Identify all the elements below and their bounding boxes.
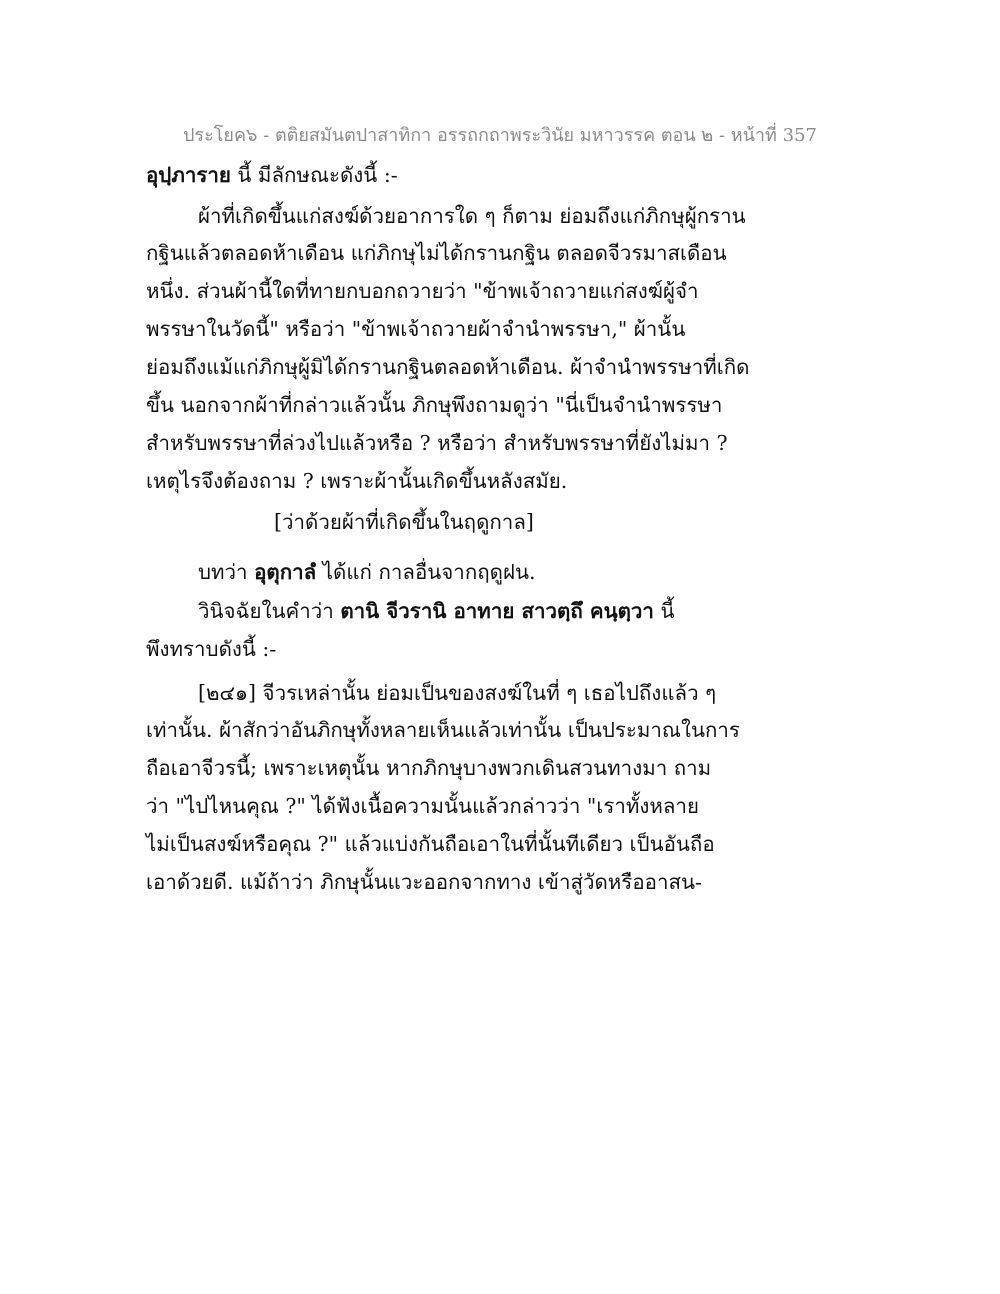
- text-line-5: พรรษาในวัดนี้" หรือว่า "ข้าพเจ้าถวายผ้าจำนำพรรษา," ผ้านั้น: [146, 317, 686, 341]
- text-line-7: ขึ้น นอกจากผ้าที่กล่าวแล้วนั้น ภิกษุพึงถามดูว่า "นี่เป็นจำนำพรรษา: [146, 393, 723, 417]
- text-line-12: วินิจฉัยในคำว่า ตานิ จีวรานิ อาทาย สาวตฺถึ คนฺตฺวา นี้: [198, 599, 675, 623]
- text-line-6: ย่อมถึงแม้แก่ภิกษุผู้มิได้กรานกฐินตลอดห้าเดือน. ผ้าจำนำพรรษาที่เกิด: [146, 355, 750, 379]
- text-line-18: ไม่เป็นสงฆ์หรือคุณ ?" แล้วแบ่งกันถือเอาในที่นั้นทีเดียว เป็นอันถือ: [146, 832, 715, 856]
- running-header: ประโยค๖ - ตติยสมันตปาสาทิกา อรรถกถาพระวินัย มหาวรรค ตอน ๒ - หน้าที่ 357: [183, 125, 817, 146]
- section-heading: [ว่าด้วยผ้าที่เกิดขึ้นในฤดูกาล]: [274, 510, 534, 534]
- text-line-11: บทว่า อุตุกาลํ ได้แก่ กาลอื่นจากฤดูฝน.: [198, 560, 536, 584]
- text-line-8: สำหรับพรรษาที่ล่วงไปแล้วหรือ ? หรือว่า สำหรับพรรษาที่ยังไม่มา ?: [146, 431, 728, 455]
- text-line-3: กฐินแล้วตลอดห้าเดือน แก่ภิกษุไม่ได้กรานกฐิน ตลอดจีวรมาสเดือน: [146, 241, 727, 265]
- text-line-2: ผ้าที่เกิดขึ้นแก่สงฆ์ด้วยอาการใด ๆ ก็ตาม ย่อมถึงแก่ภิกษุผู้กราน: [198, 204, 746, 228]
- text-line-13: พึงทราบดังนี้ :-: [146, 637, 277, 661]
- text-line-19: เอาด้วยดี. แม้ถ้าว่า ภิกษุนั้นแวะออกจากทาง เข้าสู่วัดหรืออาสน-: [146, 870, 702, 894]
- text-line-15: เท่านั้น. ผ้าสักว่าอันภิกษุทั้งหลายเห็นแล้วเท่านั้น เป็นประมาณในการ: [146, 718, 740, 742]
- text-line-4: หนึ่ง. ส่วนผ้านี้ใดที่ทายกบอกถวายว่า "ข้าพเจ้าถวายแก่สงฆ์ผู้จำ: [146, 279, 699, 303]
- text-line-14: [๒๔๑] จีวรเหล่านั้น ย่อมเป็นของสงฆ์ในที่ ๆ เธอไปถึงแล้ว ๆ: [198, 681, 717, 705]
- text-line-17: ว่า "ไปไหนคุณ ?" ได้ฟังเนื้อความนั้นแล้วกล่าวว่า "เราทั้งหลาย: [146, 794, 699, 818]
- text-line-16: ถือเอาจีวรนี้; เพราะเหตุนั้น หากภิกษุบางพวกเดินสวนทางมา ถาม: [146, 756, 712, 780]
- text-line-1: อุปฺภาราย นี้ มีลักษณะดังนี้ :-: [146, 163, 398, 187]
- text-line-9: เหตุไรจึงต้องถาม ? เพราะผ้านั้นเกิดขึ้นหลังสมัย.: [146, 469, 568, 493]
